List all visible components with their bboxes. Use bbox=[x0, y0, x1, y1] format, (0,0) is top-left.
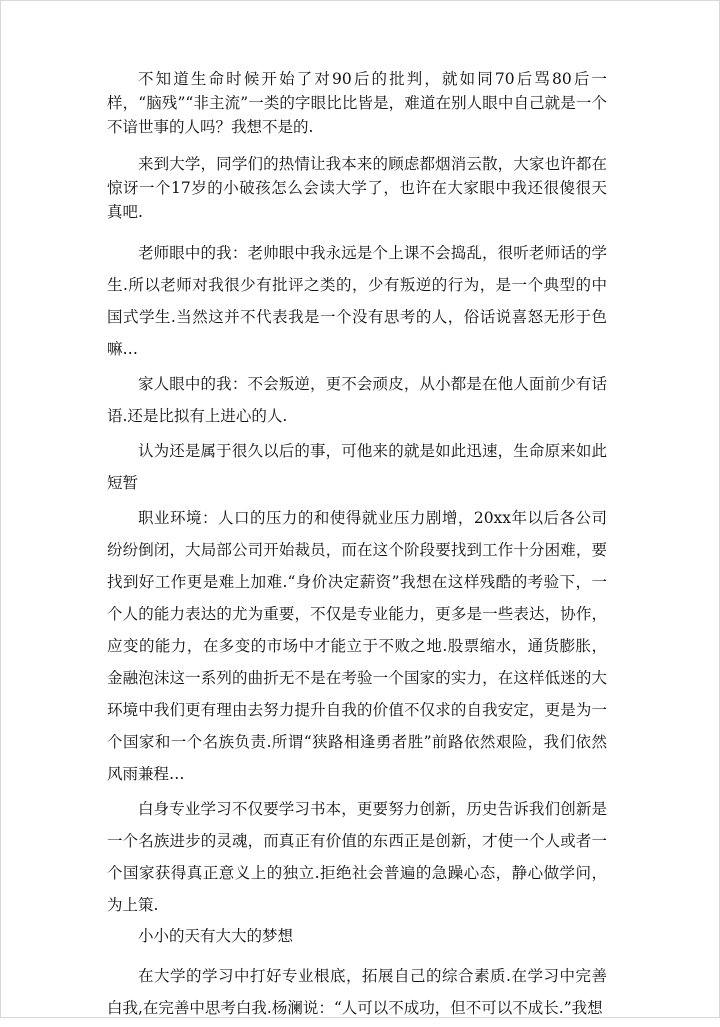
paragraph-arriving-at-university: 来到大学，同学们的热情让我本来的顾虑都烟消云散，大家也许都在惊讶一个17岁的小破孩怎么会读大学了，也许在大家眼中我还很傻很天真吧. bbox=[107, 155, 607, 221]
paragraph-university-study: 在大学的学习中打好专业根底，拓展自己的综合素质.在学习中完善白我,在完善中思考白我.杨澜说：“人可以不成功，但不可以不成长.”我想 bbox=[107, 967, 607, 1017]
paragraph-generation-criticism: 不知道生命时候开始了对90后的批判，就如同70后骂80后一样，“脑残”“非主流”一类的字眼比比皆是，难道在别人眼中自己就是一个不谙世事的人吗？我想不是的. bbox=[107, 70, 607, 136]
paragraph-innovation: 白身专业学习不仅要学习书本，更要努力创新，历史告诉我们创新是一个名族进步的灵魂，而真正有价值的东西正是创新，才使一个人或者一个国家获得真正意义上的独立.拒绝社会普遍的急躁心态，静心做学问，为上策. bbox=[107, 800, 607, 914]
paragraph-career-environment: 职业环境：人口的压力的和使得就业压力剧增，20xx年以后各公司纷纷倒闭，大局部公司开始裁员，而在这个阶段要找到工作十分困难，要找到好工作更是难上加难.“身价决定薪资”我想在这样残酷的考验下，一个人的能力表达的尤为重要，不仅是专业能力，更多是一些表达，协作，应变的能力，在多变的市场中才能立于不败之地.股票缩水，通货膨胀，金融泡沫这一系列的曲折无不是在考验一个国家的实力，在这样低迷的大环境中我们更有理由去努力提升自我的价值不仅求的自我安定，更是为一个国家和一个名族负责.所谓“狭路相逢勇者胜”前路依然艰险，我们依然风雨兼程… bbox=[107, 509, 607, 783]
document-body bbox=[107, 67, 607, 1027]
paragraph-family-view: 家人眼中的我：不会叛逆，更不会顽皮，从小都是在他人面前少有话语.还是比拟有上进心的人. bbox=[107, 375, 607, 425]
section-heading-dreams: 小小的天有大大的梦想 bbox=[138, 927, 294, 945]
paragraph-life-is-short: 认为还是属于很久以后的事，可他来的就是如此迅速，生命原来如此短暂 bbox=[107, 442, 607, 492]
paragraph-teachers-view: 老师眼中的我：老帅眼中我永远是个上课不会捣乱，很听老师话的学生.所以老师对我很少有批评之类的，少有叛逆的行为，是一个典型的中国式学生.当然这并不代表我是一个没有思考的人，俗话说喜怒无形于色嘛… bbox=[107, 244, 607, 358]
